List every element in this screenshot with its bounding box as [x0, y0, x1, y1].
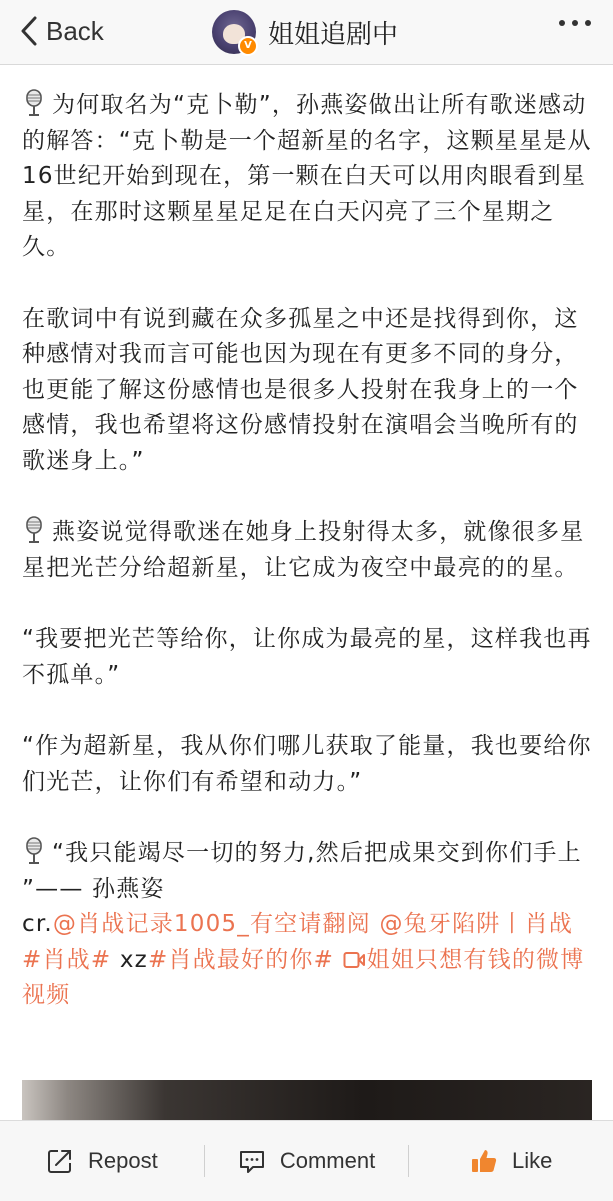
post-credits: [22, 907, 594, 1014]
credits-prefix: cr.: [22, 911, 53, 937]
more-dot-icon: [572, 20, 578, 26]
repost-button[interactable]: [0, 1141, 204, 1181]
more-dot-icon: [585, 20, 591, 26]
post-paragraph: [22, 729, 594, 800]
microphone-emoji-icon: [22, 89, 46, 117]
thumbs-up-icon: [470, 1147, 498, 1175]
like-button[interactable]: [409, 1141, 613, 1181]
chevron-left-icon: [18, 15, 40, 47]
hashtag-link[interactable]: #肖战最好的你#: [147, 946, 335, 973]
comment-label: Comment: [279, 1148, 376, 1173]
video-icon: [343, 950, 365, 970]
back-label: Back: [46, 15, 104, 46]
back-button[interactable]: [18, 12, 104, 50]
mention-link[interactable]: @肖战记录1005_有空请翻阅: [52, 911, 371, 937]
page-title-group[interactable]: [212, 8, 398, 56]
more-dot-icon: [559, 20, 565, 26]
post-body: [22, 88, 594, 1014]
post-paragraph: [22, 302, 594, 480]
video-thumbnail[interactable]: [22, 1080, 592, 1120]
microphone-emoji-icon: [22, 837, 46, 865]
paragraph-text: 在歌词中有说到藏在众多孤星之中还是找得到你，这种感情对我而言可能也因为现在有更多不同的身分，也更能了解这份感情也是很多人投射在我身上的一个感情，我也希望将这份感情投射在演唱会当晚所有的歌迷身上。”: [22, 305, 579, 474]
action-toolbar: [0, 1120, 613, 1201]
more-options-button[interactable]: [559, 20, 591, 26]
paragraph-text: “我只能竭尽一切的努力,然后把成果交到你们手上 ”—— 孙燕姿: [22, 840, 582, 902]
microphone-emoji-icon: [22, 516, 46, 544]
inline-text: xz: [111, 946, 148, 973]
avatar[interactable]: [212, 10, 256, 54]
paragraph-text: “作为超新星，我从你们哪儿获取了能量，我也要给你们光芒，让你们有希望和动力。”: [22, 733, 592, 795]
paragraph-text: 为何取名为“克卜勒”，孙燕姿做出让所有歌迷感动的解答：“克卜勒是一个超新星的名字，这颗星星是从16世纪开始到现在，第一颗在白天可以用肉眼看到星星，在那时这颗星星足足在白天闪亮了三个星期之久。: [22, 92, 592, 260]
paragraph-text: “我要把光芒等给你，让你成为最亮的星，这样我也再不孤单。”: [22, 626, 592, 688]
post-paragraph: [22, 836, 594, 907]
nav-bar: [0, 0, 613, 65]
paragraph-text: 燕姿说觉得歌迷在她身上投射得太多，就像很多星星把光芒分给超新星，让它成为夜空中最亮的的星。: [22, 519, 585, 581]
post-paragraph: [22, 88, 594, 266]
comment-button[interactable]: [205, 1141, 409, 1181]
repost-icon: [46, 1147, 74, 1175]
video-link-label: 姐姐只想有钱的微博视频: [22, 946, 585, 1008]
mention-link[interactable]: @兔牙陷阱丨肖战: [379, 911, 574, 937]
repost-label: Repost: [87, 1148, 158, 1173]
comment-icon: [238, 1147, 266, 1175]
like-label: Like: [512, 1148, 553, 1173]
page-title: 姐姐追剧中: [268, 19, 399, 50]
hashtag-link[interactable]: #肖战#: [22, 946, 112, 973]
post-paragraph: [22, 515, 594, 586]
verified-badge: V: [238, 36, 258, 56]
post-paragraph: [22, 622, 594, 693]
